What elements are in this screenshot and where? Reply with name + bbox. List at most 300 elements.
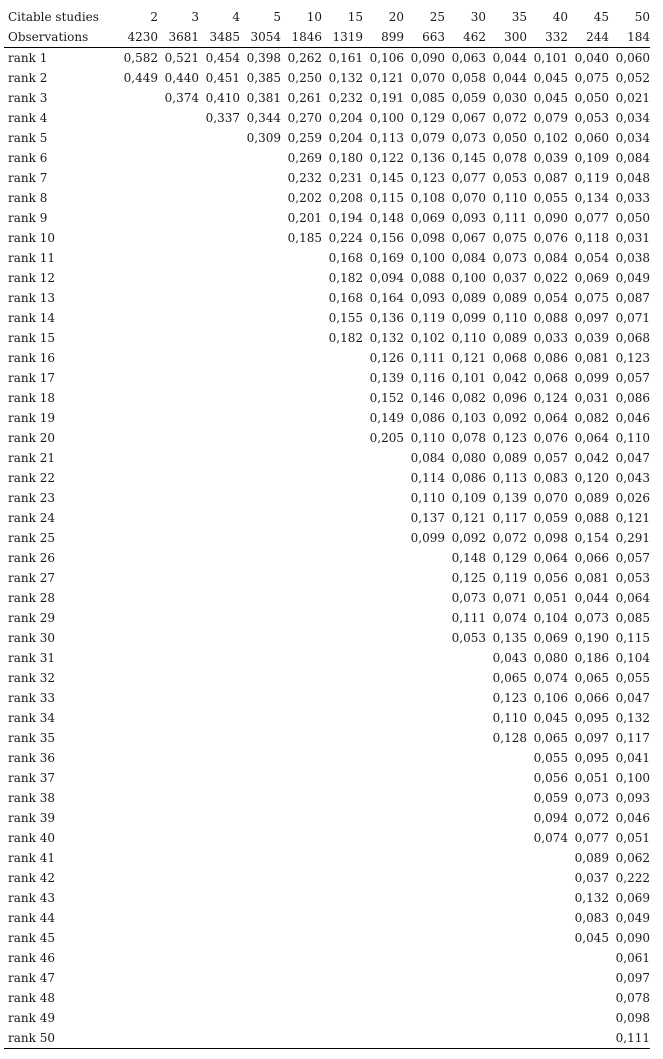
- column-header: 40: [552, 10, 568, 24]
- row-label: rank 4: [8, 111, 48, 125]
- value-cell: 0,040: [574, 51, 609, 65]
- header-row-observations: [4, 27, 650, 48]
- value-cell: 0,063: [451, 51, 486, 65]
- value-cell: [281, 968, 322, 988]
- value-cell: [158, 408, 199, 428]
- value-cell: [112, 848, 158, 868]
- value-cell: 0,084: [533, 251, 568, 265]
- value-cell: [404, 648, 445, 668]
- value-cell: 0,068: [492, 351, 527, 365]
- value-cell: [158, 468, 199, 488]
- value-cell: 0,117: [492, 511, 527, 525]
- value-cell: [281, 788, 322, 808]
- value-cell: [158, 228, 199, 248]
- value-cell: [281, 948, 322, 968]
- value-cell: [404, 828, 445, 848]
- table-row: [4, 928, 650, 948]
- value-cell: [363, 608, 404, 628]
- table-row: [4, 548, 650, 568]
- value-cell: 0,048: [615, 171, 650, 185]
- value-cell: [199, 748, 240, 768]
- value-cell: [240, 488, 281, 508]
- value-cell: 0,089: [574, 491, 609, 505]
- value-cell: 0,106: [369, 51, 404, 65]
- value-cell: 0,262: [287, 51, 322, 65]
- value-cell: [281, 248, 322, 268]
- value-cell: [240, 988, 281, 1008]
- value-cell: [486, 788, 527, 808]
- table-row: [4, 368, 650, 388]
- value-cell: [486, 808, 527, 828]
- value-cell: 0,031: [574, 391, 609, 405]
- value-cell: [322, 608, 363, 628]
- value-cell: [199, 268, 240, 288]
- value-cell: 0,064: [615, 591, 650, 605]
- value-cell: [240, 548, 281, 568]
- value-cell: [322, 668, 363, 688]
- row-label: rank 12: [8, 271, 55, 285]
- value-cell: 0,065: [492, 671, 527, 685]
- table-row: [4, 888, 650, 908]
- value-cell: 0,123: [615, 351, 650, 365]
- value-cell: [240, 148, 281, 168]
- table-row: [4, 308, 650, 328]
- value-cell: [527, 968, 568, 988]
- value-cell: [112, 608, 158, 628]
- value-cell: [158, 248, 199, 268]
- value-cell: 0,065: [574, 671, 609, 685]
- value-cell: [158, 188, 199, 208]
- value-cell: [199, 348, 240, 368]
- value-cell: [240, 948, 281, 968]
- value-cell: [158, 1008, 199, 1028]
- value-cell: 0,043: [492, 651, 527, 665]
- value-cell: 0,099: [410, 531, 445, 545]
- value-cell: [158, 668, 199, 688]
- value-cell: [486, 768, 527, 788]
- column-header: 2: [150, 10, 158, 24]
- value-cell: [158, 768, 199, 788]
- value-cell: [281, 908, 322, 928]
- value-cell: [199, 848, 240, 868]
- value-cell: 0,033: [615, 191, 650, 205]
- value-cell: 0,075: [492, 231, 527, 245]
- value-cell: 0,190: [574, 631, 609, 645]
- value-cell: 0,291: [615, 531, 650, 545]
- value-cell: 0,055: [533, 191, 568, 205]
- value-cell: 0,053: [451, 631, 486, 645]
- value-cell: [158, 168, 199, 188]
- value-cell: 0,060: [574, 131, 609, 145]
- value-cell: 0,231: [328, 171, 363, 185]
- value-cell: [322, 808, 363, 828]
- row-label: rank 19: [8, 411, 55, 425]
- column-header: 3: [191, 10, 199, 24]
- value-cell: [199, 548, 240, 568]
- value-cell: 0,116: [410, 371, 445, 385]
- value-cell: [112, 228, 158, 248]
- value-cell: 0,098: [615, 1011, 650, 1025]
- value-cell: 0,250: [287, 71, 322, 85]
- table-row: [4, 468, 650, 488]
- value-cell: 0,440: [164, 71, 199, 85]
- value-cell: [404, 868, 445, 888]
- value-cell: [158, 508, 199, 528]
- value-cell: [112, 348, 158, 368]
- row-label: rank 6: [8, 151, 48, 165]
- value-cell: 0,126: [369, 351, 404, 365]
- column-header: 5: [273, 10, 281, 24]
- value-cell: 0,109: [574, 151, 609, 165]
- table-row: [4, 648, 650, 668]
- value-cell: [112, 1008, 158, 1028]
- value-cell: [322, 928, 363, 948]
- table-row: [4, 728, 650, 748]
- value-cell: [322, 528, 363, 548]
- value-cell: 0,064: [533, 551, 568, 565]
- value-cell: [158, 848, 199, 868]
- value-cell: 0,090: [410, 51, 445, 65]
- value-cell: 0,129: [410, 111, 445, 125]
- table-row: [4, 408, 650, 428]
- value-cell: [158, 128, 199, 148]
- table-row: [4, 1008, 650, 1028]
- row-label: rank 42: [8, 871, 55, 885]
- value-cell: [158, 428, 199, 448]
- value-cell: 0,269: [287, 151, 322, 165]
- value-cell: [158, 888, 199, 908]
- value-cell: [112, 248, 158, 268]
- column-header: 30: [470, 10, 486, 24]
- value-cell: [404, 968, 445, 988]
- value-cell: 0,101: [533, 51, 568, 65]
- value-cell: 0,046: [615, 811, 650, 825]
- value-cell: [363, 1028, 404, 1049]
- value-cell: 0,168: [328, 251, 363, 265]
- table-row: [4, 428, 650, 448]
- value-cell: [112, 428, 158, 448]
- observations-cell: 332: [527, 27, 568, 48]
- value-cell: [486, 888, 527, 908]
- value-cell: [199, 928, 240, 948]
- value-cell: [486, 948, 527, 968]
- value-cell: [281, 688, 322, 708]
- value-cell: [112, 708, 158, 728]
- value-cell: [112, 208, 158, 228]
- column-header: 50: [634, 10, 650, 24]
- value-cell: 0,069: [410, 211, 445, 225]
- value-cell: 0,180: [328, 151, 363, 165]
- value-cell: 0,202: [287, 191, 322, 205]
- value-cell: 0,045: [574, 931, 609, 945]
- value-cell: 0,113: [492, 471, 527, 485]
- value-cell: 0,451: [205, 71, 240, 85]
- value-cell: [240, 408, 281, 428]
- value-cell: [322, 948, 363, 968]
- value-cell: 0,081: [574, 571, 609, 585]
- value-cell: [445, 808, 486, 828]
- value-cell: 0,037: [574, 871, 609, 885]
- value-cell: [199, 368, 240, 388]
- value-cell: 0,149: [369, 411, 404, 425]
- value-cell: [322, 988, 363, 1008]
- value-cell: 0,115: [615, 631, 650, 645]
- value-cell: [240, 388, 281, 408]
- value-cell: 0,068: [615, 331, 650, 345]
- value-cell: [281, 508, 322, 528]
- value-cell: 0,169: [369, 251, 404, 265]
- value-cell: [445, 908, 486, 928]
- row-label: rank 1: [8, 51, 48, 65]
- value-cell: 0,164: [369, 291, 404, 305]
- value-cell: 0,103: [451, 411, 486, 425]
- value-cell: [158, 788, 199, 808]
- value-cell: 0,042: [492, 371, 527, 385]
- value-cell: 0,070: [533, 491, 568, 505]
- value-cell: [363, 448, 404, 468]
- value-cell: 0,201: [287, 211, 322, 225]
- row-label: rank 39: [8, 811, 55, 825]
- value-cell: [404, 668, 445, 688]
- value-cell: 0,128: [492, 731, 527, 745]
- value-cell: [363, 528, 404, 548]
- value-cell: [112, 508, 158, 528]
- value-cell: [240, 788, 281, 808]
- value-cell: 0,099: [574, 371, 609, 385]
- value-cell: 0,074: [533, 671, 568, 685]
- value-cell: [240, 708, 281, 728]
- value-cell: 0,101: [451, 371, 486, 385]
- value-cell: [281, 388, 322, 408]
- value-cell: 0,059: [451, 91, 486, 105]
- value-cell: 0,037: [492, 271, 527, 285]
- value-cell: [112, 988, 158, 1008]
- value-cell: [322, 588, 363, 608]
- value-cell: [363, 648, 404, 668]
- value-cell: [158, 628, 199, 648]
- value-cell: [322, 648, 363, 668]
- value-cell: [199, 328, 240, 348]
- value-cell: [404, 1008, 445, 1028]
- row-label: rank 43: [8, 891, 55, 905]
- value-cell: 0,031: [615, 231, 650, 245]
- value-cell: [281, 888, 322, 908]
- value-cell: 0,075: [574, 71, 609, 85]
- value-cell: [158, 1028, 199, 1049]
- header-row-citable-studies: [4, 7, 650, 27]
- row-label: rank 14: [8, 311, 55, 325]
- column-header: 10: [306, 10, 322, 24]
- table-row: [4, 908, 650, 928]
- value-cell: [158, 648, 199, 668]
- row-label: rank 37: [8, 771, 55, 785]
- value-cell: [112, 908, 158, 928]
- value-cell: [445, 868, 486, 888]
- table-row: [4, 868, 650, 888]
- value-cell: 0,075: [574, 291, 609, 305]
- value-cell: [527, 908, 568, 928]
- table-row: [4, 128, 650, 148]
- value-cell: [322, 708, 363, 728]
- value-cell: 0,073: [451, 131, 486, 145]
- value-cell: [404, 888, 445, 908]
- value-cell: 0,119: [492, 571, 527, 585]
- value-cell: [199, 1008, 240, 1028]
- value-cell: [322, 368, 363, 388]
- value-cell: [158, 208, 199, 228]
- value-cell: 0,309: [246, 131, 281, 145]
- table-row: [4, 788, 650, 808]
- value-cell: [445, 728, 486, 748]
- value-cell: [445, 768, 486, 788]
- value-cell: 0,114: [410, 471, 445, 485]
- value-cell: [404, 608, 445, 628]
- value-cell: 0,092: [451, 531, 486, 545]
- value-cell: [199, 508, 240, 528]
- value-cell: [158, 588, 199, 608]
- value-cell: [199, 448, 240, 468]
- results-table-body: [4, 7, 650, 1049]
- table-row: [4, 768, 650, 788]
- value-cell: [158, 748, 199, 768]
- value-cell: [486, 908, 527, 928]
- value-cell: [112, 108, 158, 128]
- value-cell: 0,085: [410, 91, 445, 105]
- value-cell: 0,374: [164, 91, 199, 105]
- value-cell: [281, 628, 322, 648]
- value-cell: 0,022: [533, 271, 568, 285]
- value-cell: 0,132: [615, 711, 650, 725]
- value-cell: [240, 688, 281, 708]
- value-cell: 0,077: [574, 211, 609, 225]
- value-cell: 0,080: [533, 651, 568, 665]
- value-cell: 0,070: [451, 191, 486, 205]
- value-cell: [445, 1008, 486, 1028]
- row-label: rank 9: [8, 211, 48, 225]
- value-cell: 0,110: [410, 491, 445, 505]
- table-row: [4, 748, 650, 768]
- value-cell: [158, 948, 199, 968]
- value-cell: [363, 1008, 404, 1028]
- value-cell: 0,039: [574, 331, 609, 345]
- value-cell: [158, 328, 199, 348]
- value-cell: 0,084: [615, 151, 650, 165]
- value-cell: [199, 708, 240, 728]
- value-cell: [158, 908, 199, 928]
- value-cell: 0,111: [451, 611, 486, 625]
- value-cell: [199, 468, 240, 488]
- value-cell: 0,057: [533, 451, 568, 465]
- value-cell: 0,205: [369, 431, 404, 445]
- value-cell: [158, 988, 199, 1008]
- value-cell: 0,079: [410, 131, 445, 145]
- table-row: [4, 448, 650, 468]
- value-cell: [404, 688, 445, 708]
- table-row: [4, 808, 650, 828]
- value-cell: [199, 128, 240, 148]
- value-cell: 0,070: [410, 71, 445, 85]
- value-cell: 0,110: [492, 191, 527, 205]
- value-cell: 0,086: [410, 411, 445, 425]
- value-cell: 0,084: [451, 251, 486, 265]
- row-label: rank 40: [8, 831, 55, 845]
- table-row: [4, 148, 650, 168]
- value-cell: 0,222: [615, 871, 650, 885]
- value-cell: [112, 1028, 158, 1049]
- value-cell: [158, 528, 199, 548]
- value-cell: 0,156: [369, 231, 404, 245]
- value-cell: [527, 888, 568, 908]
- value-cell: 0,137: [410, 511, 445, 525]
- value-cell: [322, 888, 363, 908]
- value-cell: [199, 828, 240, 848]
- value-cell: 0,077: [451, 171, 486, 185]
- value-cell: [158, 608, 199, 628]
- value-cell: 0,194: [328, 211, 363, 225]
- value-cell: 0,081: [574, 351, 609, 365]
- value-cell: 0,168: [328, 291, 363, 305]
- value-cell: [445, 988, 486, 1008]
- value-cell: 0,094: [533, 811, 568, 825]
- value-cell: 0,051: [574, 771, 609, 785]
- value-cell: 0,089: [574, 851, 609, 865]
- value-cell: [240, 868, 281, 888]
- value-cell: [281, 548, 322, 568]
- observations-cell: 663: [404, 27, 445, 48]
- row-label: rank 35: [8, 731, 55, 745]
- value-cell: [158, 348, 199, 368]
- value-cell: 0,123: [492, 431, 527, 445]
- value-cell: [240, 208, 281, 228]
- column-header: 45: [593, 10, 609, 24]
- table-row: [4, 108, 650, 128]
- value-cell: [112, 648, 158, 668]
- value-cell: 0,045: [533, 71, 568, 85]
- table-row: [4, 508, 650, 528]
- value-cell: [568, 1028, 609, 1049]
- value-cell: 0,099: [451, 311, 486, 325]
- value-cell: [112, 868, 158, 888]
- value-cell: [281, 448, 322, 468]
- value-cell: [112, 328, 158, 348]
- value-cell: [322, 1028, 363, 1049]
- value-cell: 0,073: [492, 251, 527, 265]
- value-cell: [158, 968, 199, 988]
- row-label: rank 38: [8, 791, 55, 805]
- value-cell: [240, 368, 281, 388]
- value-cell: [363, 768, 404, 788]
- value-cell: 0,089: [492, 291, 527, 305]
- column-header: 15: [347, 10, 363, 24]
- value-cell: 0,038: [615, 251, 650, 265]
- value-cell: [568, 968, 609, 988]
- value-cell: 0,067: [451, 111, 486, 125]
- value-cell: 0,052: [615, 71, 650, 85]
- table-row: [4, 968, 650, 988]
- table-row: [4, 628, 650, 648]
- value-cell: 0,089: [492, 331, 527, 345]
- value-cell: 0,049: [615, 911, 650, 925]
- value-cell: [240, 348, 281, 368]
- value-cell: [158, 148, 199, 168]
- value-cell: [199, 188, 240, 208]
- column-header: 35: [511, 10, 527, 24]
- value-cell: [281, 868, 322, 888]
- value-cell: [281, 588, 322, 608]
- row-label: rank 16: [8, 351, 55, 365]
- value-cell: [281, 648, 322, 668]
- value-cell: 0,135: [492, 631, 527, 645]
